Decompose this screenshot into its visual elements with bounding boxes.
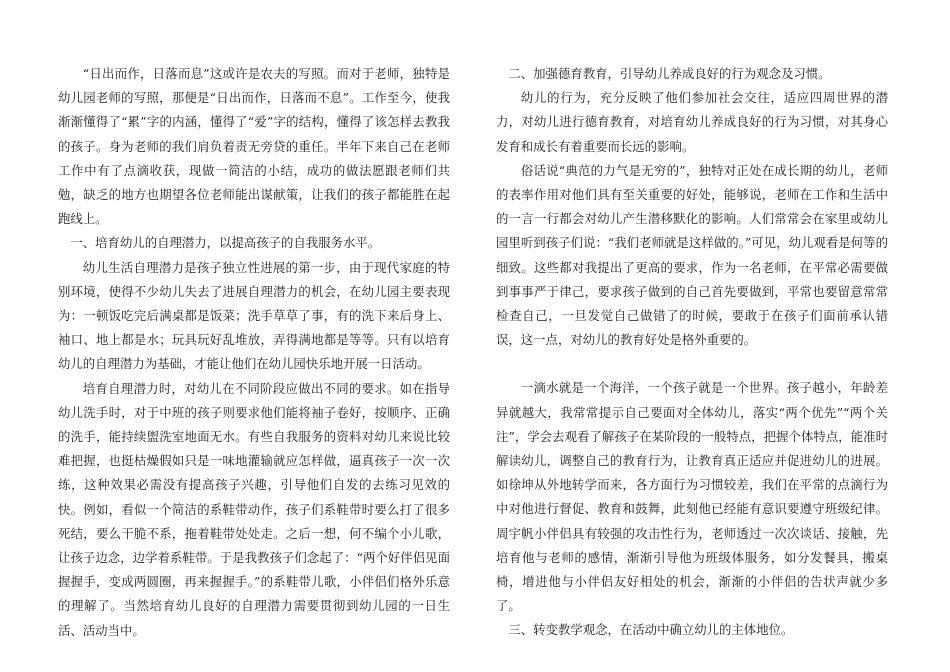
paragraph-gap xyxy=(496,352,888,376)
section-heading-3: 三、转变教学观念，在活动中确立幼儿的主体地位。 xyxy=(508,622,794,638)
body-paragraph: 幼儿生活自理潜力是孩子独立性进展的第一步，由于现代家庭的特别环境，使得不少幼儿失去了进展自理潜力的机会，在幼儿园主要表现为：一顿饭吃完后满桌都是饭菜；洗手草草了事，有的洗下来后身上、袖口、地上都是水；玩具玩好乱堆放，弄得满地都是等等。只有以培育幼儿的自理潜力为基础，才能让他们在幼儿园快乐地开展一日活动。 xyxy=(58,259,450,372)
section-heading-1: 一、培育幼儿的自理潜力，以提高孩子的自我服务水平。 xyxy=(70,235,381,251)
body-paragraph: 一滴水就是一个海洋，一个孩子就是一个世界。孩子越小，年龄差异就越大，我常常提示自己要面对全体幼儿，落实“两个优先”“两个关注”，学会去观看了解孩子在某阶段的一般特点，把握个体特点，能准时解读幼儿，调整自己的教育行为，让教育真正适应并促进幼儿的进展。如徐坤从外地转学而来，各方面行为习惯较差，我们在平常的点滴行为中对他进行督促、教育和鼓舞，此刻他已经能有意识要遵守班级纪律。周宇帆小伴侣具有较强的攻击性行为，老师透过一次次谈话、接触，先培育他与老师的感情，渐渐引导他为班级体服务，如分发餐具，搬桌椅，增进他与小伴侣友好相处的机会，渐渐的小伴侣的告状声就少多了。 xyxy=(496,380,888,614)
body-paragraph: 俗话说“典范的力气是无穷的”，独特对正处在成长期的幼儿，老师的表率作用对他们具有至关重要的好处，能够说，老师在工作和生活中的一言一行都会对幼儿产生潜移默化的影响。人们常常会在家里或幼儿园里听到孩子们说：“我们老师就是这样做的。”可见，幼儿观看是何等的细致。这些都对我提出了更高的要求，作为一名老师，在平常必需要做到事事严于律己，要求孩子做到的自己首先要做到，平常也要留意常常检查自己，一旦发觉自己做错了的时候，要敢于在孩子们面前承认错误，这一点，对幼儿的教育好处是格外重要的。 xyxy=(496,162,888,348)
body-paragraph: 培育自理潜力时，对幼儿在不同阶段应做出不同的要求。如在指导幼儿洗手时，对于中班的孩子则要求他们能将袖子卷好，按顺序、正确的洗手，能持续盥洗室地面无水。有些自我服务的资料对幼儿来说比较难把握，也挺枯燥假如只是一味地灌输就应怎样做，逼真孩子一次一次练，这种效果必需没有提高孩子兴趣，引导他们自发的去练习见效的快。例如，看似一个简洁的系鞋带动作，孩子们系鞋带时要么打了很多死结，要么干脆不系，拖着鞋带处处走。之后一想，何不编个小儿歌，让孩子边念，边学着系鞋带。于是我教孩子们念起了：“两个好伴侣见面握握手，变成两圆圈，再来握握手。”的系鞋带儿歌，小伴侣们格外乐意的理解了。当然培育幼儿良好的自理潜力需要贯彻到幼儿园的一日生活、活动当中。 xyxy=(58,380,450,638)
body-paragraph: 幼儿的行为，充分反映了他们参加社会交往，适应四周世界的潜力，对幼儿进行德育教育，对培育幼儿养成良好的行为习惯，对其身心发育和成长有着重要而长远的影响。 xyxy=(496,90,888,154)
intro-paragraph: “日出而作，日落而息”这或许是农夫的写照。而对于老师，独特是幼儿园老师的写照，那便是“日出而作，日落而不息”。工作至今，使我渐渐懂得了“累”字的内涵，懂得了“爱”字的结构，懂得了该怎样去教我的孩子。身为老师的我们肩负着责无旁贷的重任。半年下来自己在老师工作中有了点滴收获，现做一简洁的小结，成功的做法愿跟老师们共勉，缺乏的地方也期望各位老师能出谋献策，让我们的孩子都能胜在起跑线上。 xyxy=(58,66,450,227)
section-heading-2: 二、加强德育教育，引导幼儿养成良好的行为观念及习惯。 xyxy=(508,66,831,81)
left-text-column xyxy=(58,62,450,643)
right-text-column xyxy=(496,62,888,643)
